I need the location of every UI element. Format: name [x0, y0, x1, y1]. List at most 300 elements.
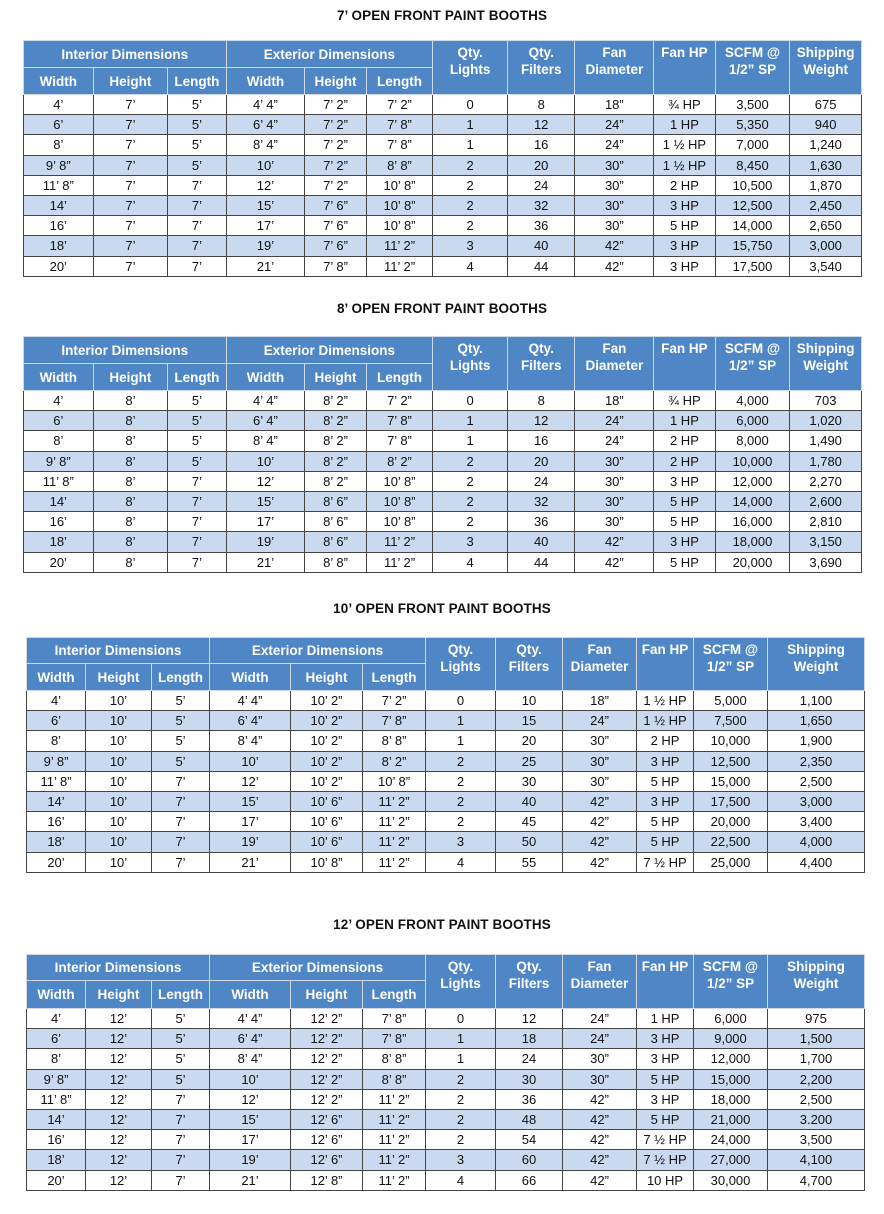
exterior-length-cell: 8’ 8” — [366, 155, 433, 175]
exterior-height-cell: 12’ 2” — [291, 1029, 363, 1049]
interior-length-cell: 7’ — [168, 216, 226, 236]
qty-filters-cell: 30 — [496, 1069, 563, 1089]
fan-diameter-cell: 30” — [575, 216, 654, 236]
exterior-length-header: Length — [363, 981, 426, 1009]
interior-length-cell: 7’ — [152, 791, 210, 811]
interior-height-cell: 8’ — [93, 431, 168, 451]
fan-hp-cell: 2 HP — [654, 431, 715, 451]
qty-lights-cell: 1 — [426, 1029, 496, 1049]
shipping-weight-cell: 3,000 — [790, 236, 862, 256]
exterior-dimensions-header: Exterior Dimensions — [226, 337, 433, 364]
interior-width-cell: 18’ — [24, 532, 94, 552]
shipping-weight-header: Shipping Weight — [768, 638, 865, 691]
exterior-height-cell: 8’ 2” — [305, 471, 366, 491]
interior-length-cell: 7’ — [168, 552, 226, 572]
interior-length-cell: 7’ — [152, 852, 210, 872]
fan-diameter-cell: 30” — [563, 771, 637, 791]
fan-diameter-cell: 30” — [563, 1049, 637, 1069]
qty-lights-cell: 2 — [433, 512, 508, 532]
interior-width-cell: 8’ — [27, 1049, 86, 1069]
exterior-width-cell: 12’ — [226, 471, 305, 491]
interior-length-cell: 7’ — [168, 512, 226, 532]
interior-height-cell: 7’ — [93, 115, 168, 135]
interior-height-cell: 7’ — [93, 195, 168, 215]
fan-diameter-cell: 18” — [563, 691, 637, 711]
fan-diameter-cell: 24” — [575, 411, 654, 431]
exterior-height-cell: 8’ 6” — [305, 512, 366, 532]
exterior-width-cell: 21’ — [226, 552, 305, 572]
interior-width-cell: 16’ — [24, 216, 94, 236]
interior-width-cell: 9’ 8” — [24, 451, 94, 471]
exterior-width-cell: 17’ — [226, 512, 305, 532]
interior-length-cell: 5’ — [168, 431, 226, 451]
shipping-weight-cell: 1,100 — [768, 691, 865, 711]
fan-hp-cell: 1 ½ HP — [637, 711, 694, 731]
fan-hp-cell: 2 HP — [654, 451, 715, 471]
table-row — [27, 1029, 865, 1049]
qty-filters-cell: 24 — [496, 1049, 563, 1069]
shipping-weight-cell: 1,500 — [768, 1029, 865, 1049]
qty-lights-cell: 2 — [433, 216, 508, 236]
exterior-width-cell: 10’ — [226, 155, 305, 175]
exterior-width-cell: 19’ — [226, 236, 305, 256]
scfm-cell: 3,500 — [715, 95, 790, 115]
interior-height-cell: 7’ — [93, 256, 168, 276]
interior-width-header: Width — [24, 68, 94, 95]
fan-hp-cell: 2 HP — [654, 175, 715, 195]
qty-filters-cell: 44 — [507, 552, 575, 572]
table-row — [24, 216, 862, 236]
qty-filters-cell: 30 — [496, 771, 563, 791]
fan-diameter-header: Fan Diameter — [563, 955, 637, 1009]
fan-diameter-cell: 24” — [563, 1009, 637, 1029]
exterior-height-cell: 12’ 2” — [291, 1089, 363, 1109]
shipping-weight-cell: 1,900 — [768, 731, 865, 751]
scfm-cell: 7,000 — [715, 135, 790, 155]
interior-height-cell: 7’ — [93, 95, 168, 115]
interior-height-cell: 7’ — [93, 236, 168, 256]
scfm-cell: 9,000 — [694, 1029, 768, 1049]
scfm-cell: 15,000 — [694, 1069, 768, 1089]
table-row — [24, 155, 862, 175]
interior-height-cell: 10’ — [86, 731, 152, 751]
exterior-width-cell: 17’ — [210, 1130, 291, 1150]
fan-diameter-cell: 42” — [575, 552, 654, 572]
interior-length-cell: 5’ — [152, 711, 210, 731]
fan-diameter-cell: 42” — [563, 832, 637, 852]
qty-filters-header: Qty. Filters — [507, 41, 575, 95]
exterior-height-cell: 12’ 6” — [291, 1109, 363, 1129]
exterior-height-cell: 10’ 6” — [291, 812, 363, 832]
interior-height-header: Height — [86, 664, 152, 691]
shipping-weight-cell: 1,490 — [790, 431, 862, 451]
exterior-height-cell: 12’ 2” — [291, 1049, 363, 1069]
interior-length-cell: 7’ — [152, 1089, 210, 1109]
exterior-length-header: Length — [366, 364, 433, 391]
fan-hp-cell: 5 HP — [654, 552, 715, 572]
scfm-cell: 21,000 — [694, 1109, 768, 1129]
scfm-cell: 6,000 — [715, 411, 790, 431]
table-row — [24, 512, 862, 532]
scfm-cell: 16,000 — [715, 512, 790, 532]
fan-hp-header: Fan HP — [637, 955, 694, 1009]
booth-section-2 — [0, 301, 884, 570]
table-row — [27, 1009, 865, 1029]
table-row — [27, 1049, 865, 1069]
qty-filters-cell: 10 — [496, 691, 563, 711]
qty-filters-cell: 66 — [496, 1170, 563, 1190]
interior-width-cell: 14’ — [27, 791, 86, 811]
table-row — [24, 471, 862, 491]
qty-lights-cell: 2 — [426, 1130, 496, 1150]
table-row — [24, 411, 862, 431]
fan-hp-cell: 1 ½ HP — [654, 155, 715, 175]
exterior-height-cell: 8’ 6” — [305, 491, 366, 511]
interior-height-cell: 10’ — [86, 751, 152, 771]
shipping-weight-cell: 1,700 — [768, 1049, 865, 1069]
table-row — [24, 391, 862, 411]
interior-width-cell: 9’ 8” — [27, 751, 86, 771]
interior-dimensions-header: Interior Dimensions — [27, 955, 210, 981]
interior-width-cell: 18’ — [24, 236, 94, 256]
exterior-width-cell: 8’ 4” — [210, 1049, 291, 1069]
interior-length-cell: 7’ — [152, 771, 210, 791]
qty-lights-cell: 0 — [433, 391, 508, 411]
scfm-cell: 30,000 — [694, 1170, 768, 1190]
exterior-width-cell: 6’ 4” — [226, 115, 305, 135]
booth-section-3 — [0, 601, 884, 870]
booth-section-1 — [0, 8, 884, 274]
fan-hp-cell: 3 HP — [654, 195, 715, 215]
table-row — [27, 711, 865, 731]
fan-diameter-cell: 42” — [563, 791, 637, 811]
exterior-dimensions-header: Exterior Dimensions — [226, 41, 433, 68]
exterior-length-cell: 11’ 2” — [363, 1170, 426, 1190]
interior-width-cell: 18’ — [27, 1150, 86, 1170]
scfm-cell: 5,350 — [715, 115, 790, 135]
fan-hp-cell: 5 HP — [654, 216, 715, 236]
table-row — [24, 115, 862, 135]
interior-height-cell: 10’ — [86, 711, 152, 731]
fan-hp-cell: 3 HP — [637, 1089, 694, 1109]
qty-filters-cell: 32 — [507, 491, 575, 511]
fan-diameter-cell: 42” — [575, 256, 654, 276]
interior-height-cell: 12’ — [86, 1150, 152, 1170]
qty-lights-cell: 1 — [426, 1049, 496, 1069]
qty-lights-cell: 3 — [433, 532, 508, 552]
exterior-length-cell: 11’ 2” — [363, 1109, 426, 1129]
interior-height-cell: 10’ — [86, 832, 152, 852]
qty-lights-cell: 1 — [433, 135, 508, 155]
table-row — [27, 791, 865, 811]
exterior-length-cell: 7’ 8” — [363, 711, 426, 731]
shipping-weight-cell: 4,400 — [768, 852, 865, 872]
fan-hp-cell: 5 HP — [637, 1069, 694, 1089]
fan-diameter-cell: 42” — [563, 1150, 637, 1170]
qty-lights-cell: 2 — [426, 1069, 496, 1089]
scfm-cell: 20,000 — [694, 812, 768, 832]
fan-diameter-cell: 30” — [575, 512, 654, 532]
section-title: 7’ OPEN FRONT PAINT BOOTHS — [336, 8, 548, 23]
exterior-height-cell: 7’ 2” — [305, 95, 366, 115]
exterior-height-header: Height — [291, 664, 363, 691]
shipping-weight-cell: 2,200 — [768, 1069, 865, 1089]
booth-spec-table — [26, 954, 865, 1191]
scfm-cell: 27,000 — [694, 1150, 768, 1170]
exterior-width-cell: 10’ — [210, 751, 291, 771]
interior-length-cell: 7’ — [152, 1109, 210, 1129]
shipping-weight-cell: 675 — [790, 95, 862, 115]
qty-lights-cell: 0 — [433, 95, 508, 115]
fan-hp-cell: 3 HP — [637, 1029, 694, 1049]
scfm-cell: 5,000 — [694, 691, 768, 711]
shipping-weight-cell: 2,450 — [790, 195, 862, 215]
qty-lights-cell: 4 — [426, 1170, 496, 1190]
qty-lights-cell: 1 — [426, 731, 496, 751]
qty-filters-cell: 44 — [507, 256, 575, 276]
interior-height-cell: 7’ — [93, 155, 168, 175]
qty-filters-cell: 55 — [496, 852, 563, 872]
interior-width-cell: 11’ 8” — [24, 471, 94, 491]
fan-hp-cell: 3 HP — [637, 1049, 694, 1069]
shipping-weight-cell: 3.200 — [768, 1109, 865, 1129]
booth-spec-table — [26, 637, 865, 873]
exterior-length-cell: 8’ 8” — [363, 731, 426, 751]
exterior-width-header: Width — [226, 68, 305, 95]
qty-filters-cell: 48 — [496, 1109, 563, 1129]
table-row — [27, 1170, 865, 1190]
shipping-weight-header: Shipping Weight — [768, 955, 865, 1009]
exterior-height-cell: 7’ 2” — [305, 135, 366, 155]
exterior-width-header: Width — [210, 981, 291, 1009]
fan-diameter-cell: 24” — [575, 115, 654, 135]
qty-filters-cell: 36 — [507, 512, 575, 532]
fan-diameter-cell: 30” — [575, 491, 654, 511]
table-body — [24, 95, 862, 277]
table-body — [27, 691, 865, 873]
qty-filters-cell: 18 — [496, 1029, 563, 1049]
exterior-height-cell: 12’ 6” — [291, 1150, 363, 1170]
table-row — [24, 195, 862, 215]
exterior-dimensions-header: Exterior Dimensions — [210, 955, 426, 981]
exterior-width-cell: 19’ — [226, 532, 305, 552]
scfm-cell: 10,000 — [715, 451, 790, 471]
exterior-width-cell: 19’ — [210, 832, 291, 852]
exterior-length-cell: 10’ 8” — [366, 175, 433, 195]
exterior-height-cell: 7’ 6” — [305, 216, 366, 236]
exterior-width-cell: 17’ — [210, 812, 291, 832]
interior-length-cell: 5’ — [152, 1029, 210, 1049]
exterior-length-cell: 7’ 8” — [366, 135, 433, 155]
exterior-length-cell: 7’ 8” — [363, 1029, 426, 1049]
exterior-width-cell: 6’ 4” — [226, 411, 305, 431]
interior-height-header: Height — [93, 68, 168, 95]
interior-height-cell: 8’ — [93, 411, 168, 431]
table-body — [24, 391, 862, 573]
table-row — [27, 1069, 865, 1089]
qty-filters-cell: 20 — [507, 451, 575, 471]
exterior-width-cell: 4’ 4” — [210, 1009, 291, 1029]
exterior-width-cell: 12’ — [210, 1089, 291, 1109]
qty-filters-cell: 40 — [496, 791, 563, 811]
interior-length-cell: 5’ — [168, 115, 226, 135]
scfm-cell: 17,500 — [715, 256, 790, 276]
exterior-length-cell: 11’ 2” — [366, 256, 433, 276]
qty-lights-cell: 0 — [426, 691, 496, 711]
table-row — [27, 812, 865, 832]
exterior-width-cell: 4’ 4” — [226, 95, 305, 115]
fan-diameter-cell: 30” — [575, 471, 654, 491]
fan-diameter-cell: 24” — [575, 135, 654, 155]
exterior-height-cell: 10’ 6” — [291, 791, 363, 811]
shipping-weight-cell: 1,020 — [790, 411, 862, 431]
interior-height-cell: 7’ — [93, 216, 168, 236]
interior-width-cell: 4’ — [27, 1009, 86, 1029]
interior-length-cell: 7’ — [168, 471, 226, 491]
scfm-cell: 14,000 — [715, 216, 790, 236]
fan-hp-cell: 1 ½ HP — [654, 135, 715, 155]
shipping-weight-cell: 4,100 — [768, 1150, 865, 1170]
section-title: 8’ OPEN FRONT PAINT BOOTHS — [336, 301, 548, 316]
qty-filters-cell: 16 — [507, 431, 575, 451]
interior-width-cell: 20’ — [27, 852, 86, 872]
shipping-weight-cell: 2,500 — [768, 771, 865, 791]
qty-filters-header: Qty. Filters — [496, 955, 563, 1009]
interior-length-cell: 7’ — [168, 256, 226, 276]
exterior-length-cell: 7’ 8” — [363, 1009, 426, 1029]
interior-width-header: Width — [27, 664, 86, 691]
qty-lights-cell: 4 — [433, 256, 508, 276]
interior-width-cell: 16’ — [27, 812, 86, 832]
interior-height-cell: 12’ — [86, 1029, 152, 1049]
scfm-cell: 18,000 — [715, 532, 790, 552]
shipping-weight-cell: 703 — [790, 391, 862, 411]
exterior-height-header: Height — [305, 68, 366, 95]
exterior-length-cell: 10’ 8” — [366, 471, 433, 491]
interior-width-cell: 14’ — [27, 1109, 86, 1129]
qty-filters-cell: 15 — [496, 711, 563, 731]
qty-lights-cell: 3 — [433, 236, 508, 256]
exterior-height-cell: 8’ 2” — [305, 431, 366, 451]
exterior-width-cell: 6’ 4” — [210, 1029, 291, 1049]
table-row — [27, 852, 865, 872]
fan-hp-cell: 2 HP — [637, 731, 694, 751]
qty-filters-cell: 12 — [496, 1009, 563, 1029]
qty-filters-cell: 40 — [507, 532, 575, 552]
exterior-height-cell: 8’ 8” — [305, 552, 366, 572]
exterior-height-cell: 7’ 6” — [305, 195, 366, 215]
fan-hp-cell: 5 HP — [637, 1109, 694, 1129]
qty-lights-header: Qty. Lights — [426, 955, 496, 1009]
qty-filters-cell: 54 — [496, 1130, 563, 1150]
interior-width-cell: 14’ — [24, 195, 94, 215]
table-row — [27, 1150, 865, 1170]
scfm-cell: 6,000 — [694, 1009, 768, 1029]
qty-lights-cell: 2 — [426, 751, 496, 771]
fan-hp-cell: 1 HP — [654, 115, 715, 135]
fan-hp-cell: 3 HP — [654, 236, 715, 256]
fan-diameter-cell: 42” — [575, 236, 654, 256]
scfm-cell: 12,000 — [715, 471, 790, 491]
fan-hp-cell: 3 HP — [637, 751, 694, 771]
table-row — [27, 771, 865, 791]
qty-filters-cell: 20 — [496, 731, 563, 751]
exterior-height-header: Height — [305, 364, 366, 391]
fan-diameter-cell: 18” — [575, 391, 654, 411]
exterior-height-cell: 7’ 6” — [305, 236, 366, 256]
qty-lights-cell: 1 — [433, 411, 508, 431]
interior-height-cell: 12’ — [86, 1069, 152, 1089]
table-row — [24, 95, 862, 115]
fan-diameter-cell: 24” — [563, 1029, 637, 1049]
fan-diameter-cell: 30” — [575, 175, 654, 195]
table-row — [24, 236, 862, 256]
fan-hp-cell: 5 HP — [654, 512, 715, 532]
interior-height-cell: 8’ — [93, 451, 168, 471]
interior-dimensions-header: Interior Dimensions — [24, 41, 227, 68]
exterior-width-header: Width — [210, 664, 291, 691]
interior-height-cell: 10’ — [86, 771, 152, 791]
table-row — [24, 491, 862, 511]
shipping-weight-cell: 1,870 — [790, 175, 862, 195]
exterior-height-cell: 12’ 8” — [291, 1170, 363, 1190]
interior-length-cell: 5’ — [152, 1069, 210, 1089]
interior-length-cell: 5’ — [152, 731, 210, 751]
exterior-width-cell: 6’ 4” — [210, 711, 291, 731]
exterior-width-cell: 8’ 4” — [226, 135, 305, 155]
fan-diameter-cell: 42” — [563, 1170, 637, 1190]
qty-lights-cell: 2 — [433, 491, 508, 511]
scfm-cell: 20,000 — [715, 552, 790, 572]
qty-filters-cell: 12 — [507, 115, 575, 135]
shipping-weight-cell: 3,500 — [768, 1130, 865, 1150]
interior-dimensions-header: Interior Dimensions — [27, 638, 210, 664]
interior-length-header: Length — [168, 364, 226, 391]
interior-length-cell: 5’ — [168, 155, 226, 175]
interior-height-cell: 12’ — [86, 1009, 152, 1029]
exterior-height-cell: 8’ 2” — [305, 411, 366, 431]
fan-hp-cell: 5 HP — [637, 812, 694, 832]
fan-diameter-cell: 30” — [575, 195, 654, 215]
qty-lights-cell: 1 — [433, 431, 508, 451]
interior-length-cell: 7’ — [152, 1130, 210, 1150]
scfm-cell: 8,450 — [715, 155, 790, 175]
interior-length-cell: 5’ — [168, 95, 226, 115]
fan-hp-cell: 3 HP — [654, 471, 715, 491]
interior-width-cell: 20’ — [27, 1170, 86, 1190]
exterior-length-cell: 11’ 2” — [366, 532, 433, 552]
table-row — [27, 731, 865, 751]
interior-height-cell: 10’ — [86, 691, 152, 711]
table-row — [24, 256, 862, 276]
fan-diameter-cell: 24” — [575, 431, 654, 451]
exterior-height-cell: 12’ 6” — [291, 1130, 363, 1150]
booth-spec-table — [23, 336, 862, 573]
fan-diameter-cell: 24” — [563, 711, 637, 731]
fan-hp-cell: ¾ HP — [654, 391, 715, 411]
qty-filters-cell: 40 — [507, 236, 575, 256]
shipping-weight-cell: 4,700 — [768, 1170, 865, 1190]
scfm-header: SCFM @ 1/2” SP — [694, 638, 768, 691]
scfm-cell: 12,500 — [715, 195, 790, 215]
interior-width-cell: 8’ — [24, 431, 94, 451]
scfm-cell: 22,500 — [694, 832, 768, 852]
scfm-cell: 17,500 — [694, 791, 768, 811]
qty-lights-cell: 2 — [433, 451, 508, 471]
exterior-length-cell: 10’ 8” — [366, 512, 433, 532]
fan-diameter-header: Fan Diameter — [575, 337, 654, 391]
qty-lights-cell: 2 — [426, 1089, 496, 1109]
